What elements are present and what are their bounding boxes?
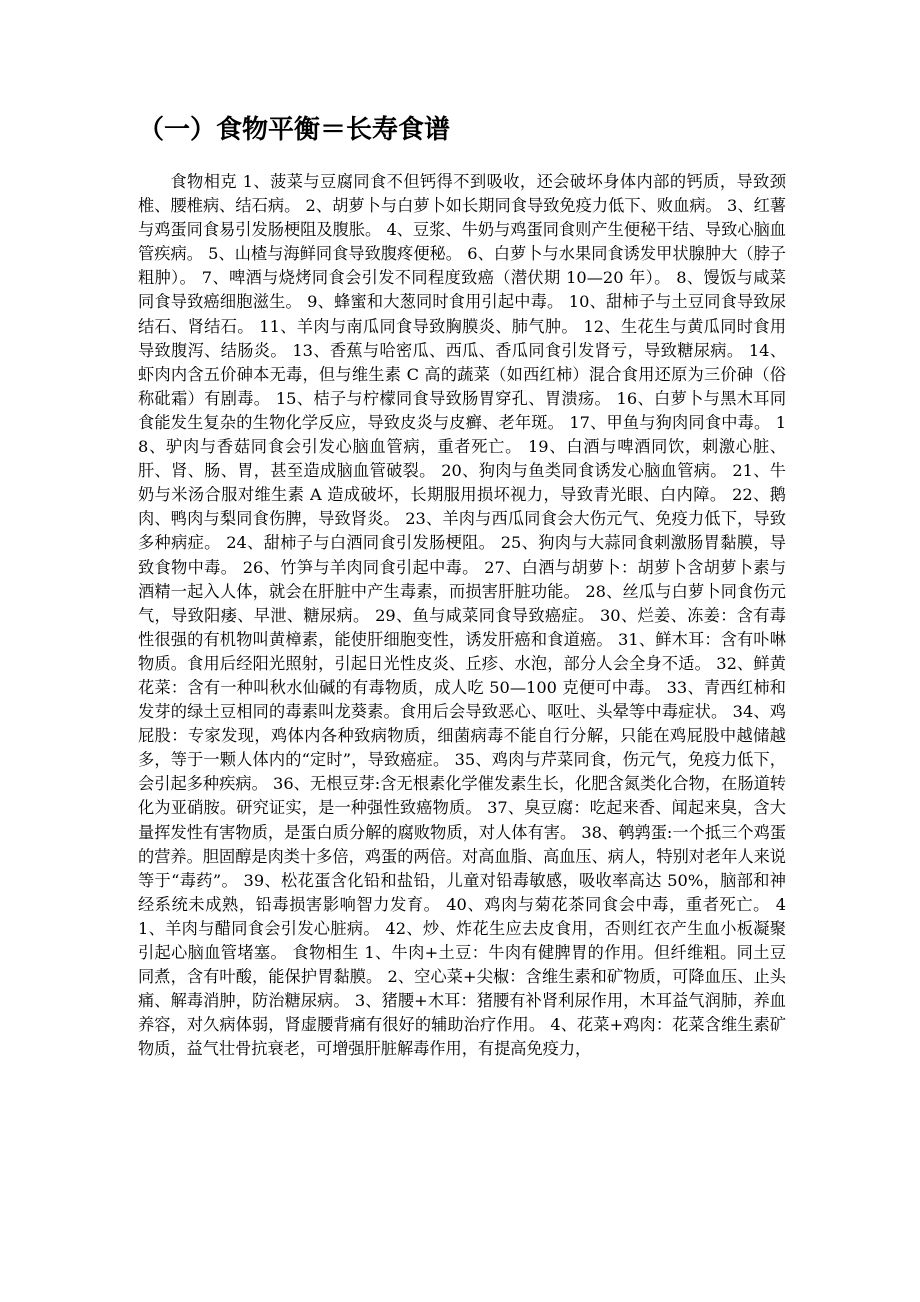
- document-body-paragraph: 食物相克 1、菠菜与豆腐同食不但钙得不到吸收，还会破坏身体内部的钙质，导致颈椎、腰椎病、结石病。 2、胡萝卜与白萝卜如长期同食导致免疫力低下、败血病。 3、红薯与鸡蛋同食易引发肠梗阻及腹胀。 4、豆浆、牛奶与鸡蛋同食则产生便秘干结、导致心脑血管疾病。 5、山楂与海鲜同食导致腹疼便秘。 6、白萝卜与水果同食诱发甲状腺肿大（脖子粗肿）。 7、啤酒与烧烤同食会引发不同程度致癌（潜伏期 10—20 年）。 8、馒饭与咸菜同食导致癌细胞滋生。 9、蜂蜜和大葱同时食用引起中毒。 10、甜柿子与土豆同食导致尿结石、肾结石。 11、羊肉与南瓜同食导致胸膜炎、肺气肿。 12、生花生与黄瓜同时食用导致腹泻、结肠炎。 13、香蕉与哈密瓜、西瓜、香瓜同食引发肾亏，导致糖尿病。 14、虾肉内含五价砷本无毒，但与维生素 C 高的蔬菜（如西红柿）混合食用还原为三价砷（俗称砒霜）有剧毒。 15、桔子与柠檬同食导致肠胃穿孔、胃溃疡。 16、白萝卜与黑木耳同食能发生复杂的生物化学反应，导致皮炎与皮癣、老年斑。 17、甲鱼与狗肉同食中毒。 18、驴肉与香菇同食会引发心脑血管病，重者死亡。 19、白酒与啤酒同饮，刺激心脏、肝、肾、肠、胃，甚至造成脑血管破裂。 20、狗肉与鱼类同食诱发心脑血管病。 21、牛奶与米汤合服对维生素 A 造成破坏，长期服用损坏视力，导致青光眼、白内障。 22、鹅肉、鸭肉与梨同食伤脾，导致肾炎。 23、羊肉与西瓜同食会大伤元气、免疫力低下，导致多种病症。 24、甜柿子与白酒同食引发肠梗阻。 25、狗肉与大蒜同食刺激肠胃黏膜，导致食物中毒。 26、竹笋与羊肉同食引起中毒。 27、白酒与胡萝卜：胡萝卜含胡萝卜素与酒精一起入人体，就会在肝脏中产生毒素，而损害肝脏功能。 28、丝瓜与白萝卜同食伤元气，导致阳痿、早泄、糖尿病。 29、鱼与咸菜同食导致癌症。 30、烂姜、冻姜：含有毒性很强的有机物叫黄樟素，能使肝细胞变性，诱发肝癌和食道癌。 31、鲜木耳：含有卟啉物质。食用后经阳光照射，引起日光性皮炎、丘疹、水泡，部分人会全身不适。 32、鲜黄花菜：含有一种叫秋水仙碱的有毒物质，成人吃 50—100 克便可中毒。 33、青西红柿和发芽的绿土豆相同的毒素叫龙葵素。食用后会导致恶心、呕吐、头晕等中毒症状。 34、鸡屁股：专家发现，鸡体内各种致病物质，细菌病毒不能自行分解，只能在鸡屁股中越储越多，等于一颗人体内的“定时”，导致癌症。 35、鸡肉与芹菜同食，伤元气，免疫力低下，会引起多种疾病。 36、无根豆芽:含无根素化学催发素生长，化肥含氮类化合物，在肠道转化为亚硝胺。研究证实，是一种强性致癌物质。 37、臭豆腐：吃起来香、闻起来臭，含大量挥发性有害物质，是蛋白质分解的腐败物质，对人体有害。 38、鹌鹑蛋:一个抵三个鸡蛋的营养。胆固醇是肉类十多倍，鸡蛋的两倍。对高血脂、高血压、病人，特别对老年人来说等于“毒药”。 39、松花蛋含化铅和盐铅，儿童对铅毒敏感，吸收率高达 50%，脑部和神经系统未成熟，铅毒损害影响智力发育。 40、鸡肉与菊花茶同食会中毒，重者死亡。 41、羊肉与醋同食会引发心脏病。 42、炒、炸花生应去皮食用，否则红衣产生血小板凝聚引起心脑血管堵塞。 食物相生 1、牛肉+土豆：牛肉有健脾胃的作用。但纤维粗。同土豆同煮，含有叶酸，能保护胃黏膜。 2、空心菜+尖椒：含维生素和矿物质，可降血压、止头痛、解毒消肿，防治糖尿病。 3、猪腰+木耳：猪腰有补肾利尿作用，木耳益气润肺，养血养容，对久病体弱，肾虚腰背痛有很好的辅助治疗作用。 4、花菜+鸡肉：花菜含维生素矿物质，益气壮骨抗衰老，可增强肝脏解毒作用，有提高免疫力，: [138, 172, 786, 1059]
- document-title: （一）食物平衡＝长寿食谱: [138, 115, 451, 145]
